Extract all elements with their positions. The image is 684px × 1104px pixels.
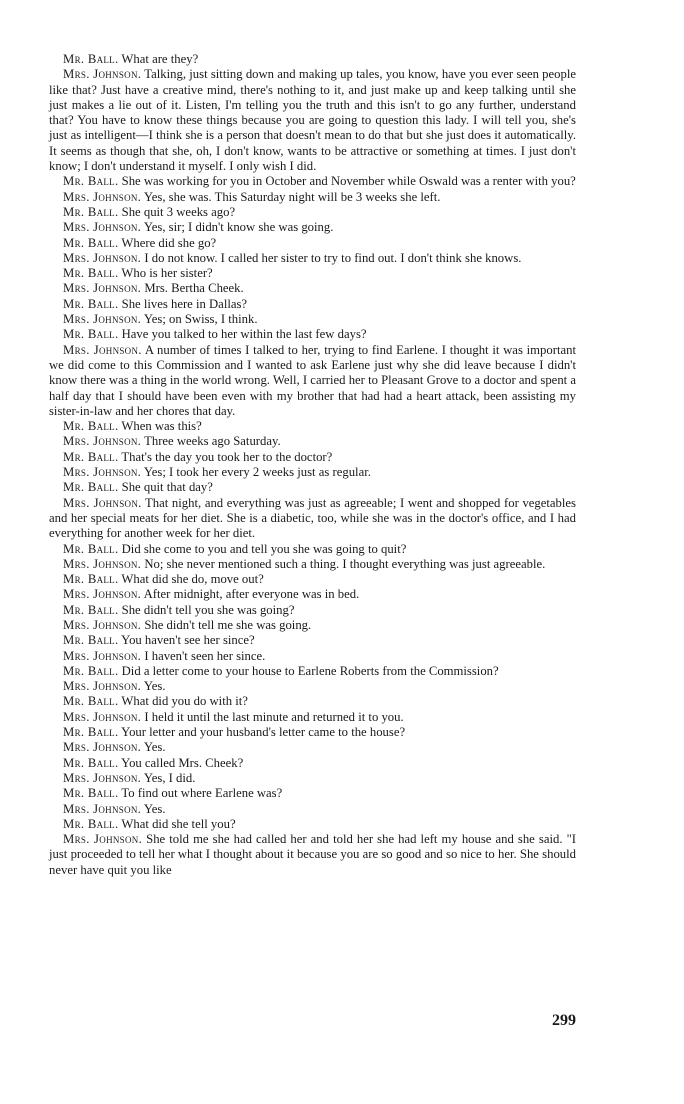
transcript-paragraph bbox=[49, 480, 576, 495]
speaker-label: Mr. Ball. bbox=[63, 296, 119, 311]
speaker-label: Mr. Ball. bbox=[63, 266, 119, 281]
speaker-label: Mr. Ball. bbox=[63, 725, 119, 740]
transcript-paragraph bbox=[49, 756, 576, 771]
utterance-text: Yes, sir; I didn't know she was going. bbox=[143, 220, 334, 235]
transcript-paragraph bbox=[49, 266, 576, 281]
transcript-paragraph bbox=[49, 297, 576, 312]
utterance-text: Who is her sister? bbox=[121, 266, 213, 281]
utterance-text: Did she come to you and tell you she was going to quit? bbox=[121, 541, 407, 556]
speaker-label: Mr. Ball. bbox=[63, 602, 119, 617]
speaker-label: Mrs. Johnson. bbox=[63, 801, 142, 816]
transcript-paragraph bbox=[49, 434, 576, 449]
utterance-text: What did she do, move out? bbox=[121, 572, 264, 587]
speaker-label: Mrs. Johnson. bbox=[63, 250, 142, 265]
transcript-paragraph bbox=[49, 327, 576, 342]
transcript-paragraph bbox=[49, 174, 576, 189]
speaker-label: Mrs. Johnson. bbox=[63, 281, 142, 296]
speaker-label: Mrs. Johnson. bbox=[63, 770, 142, 785]
speaker-label: Mr. Ball. bbox=[63, 786, 119, 801]
utterance-text: Yes. bbox=[143, 801, 166, 816]
utterance-text: She quit that day? bbox=[121, 480, 213, 495]
speaker-label: Mrs. Johnson. bbox=[63, 342, 142, 357]
utterance-text: No; she never mentioned such a thing. I thought everything was just agreeable. bbox=[144, 556, 546, 571]
speaker-label: Mrs. Johnson. bbox=[63, 709, 142, 724]
transcript-paragraph bbox=[49, 281, 576, 296]
transcript-paragraph bbox=[49, 802, 576, 817]
utterance-text: That night, and everything was just as agreeable; I went and shopped for vegetables and her special meats for her diet. She is a diabetic, too, while she was in the doctor's office, and I had everything for another week for her diet. bbox=[49, 495, 576, 541]
transcript-paragraph bbox=[49, 343, 576, 419]
speaker-label: Mrs. Johnson. bbox=[63, 648, 142, 663]
transcript-paragraph bbox=[49, 725, 576, 740]
speaker-label: Mr. Ball. bbox=[63, 327, 119, 342]
speaker-label: Mrs. Johnson. bbox=[63, 189, 142, 204]
utterance-text: Yes. bbox=[143, 679, 166, 694]
transcript-paragraph bbox=[49, 572, 576, 587]
utterance-text: Yes; on Swiss, I think. bbox=[143, 312, 258, 327]
utterance-text: Three weeks ago Saturday. bbox=[144, 434, 281, 449]
utterance-text: I held it until the last minute and returned it to you. bbox=[144, 709, 404, 724]
utterance-text: You called Mrs. Cheek? bbox=[121, 755, 244, 770]
utterance-text: Talking, just sitting down and making up tales, you know, have you ever seen people like that? Just have a creative mind, there's nothing to it, and just make up and keep talking until she just makes a lie out of it. Listen, I'm telling you the truth and this isn't to go any further, understand that? You have to know these things because you are going to question this lady. I will tell you, she's just as intelligent—I think she is a person that doesn't mean to do that but she just does it automatically. It seems as though that she, oh, I don't know, wants to be attractive or something at times. I just don't know; I don't understand it myself. I only wish I did. bbox=[49, 67, 576, 174]
transcript-paragraph bbox=[49, 450, 576, 465]
speaker-label: Mr. Ball. bbox=[63, 174, 119, 189]
speaker-label: Mr. Ball. bbox=[63, 694, 119, 709]
utterance-text: What did she tell you? bbox=[121, 816, 236, 831]
transcript-paragraph bbox=[49, 679, 576, 694]
speaker-label: Mrs. Johnson. bbox=[63, 434, 142, 449]
utterance-text: Yes. bbox=[143, 740, 166, 755]
page-number: 299 bbox=[552, 1012, 576, 1029]
transcript-paragraph bbox=[49, 236, 576, 251]
transcript-paragraph bbox=[49, 220, 576, 235]
utterance-text: I haven't seen her since. bbox=[144, 648, 266, 663]
utterance-text: Mrs. Bertha Cheek. bbox=[144, 281, 244, 296]
speaker-label: Mr. Ball. bbox=[63, 755, 119, 770]
transcript-paragraph bbox=[49, 694, 576, 709]
speaker-label: Mr. Ball. bbox=[63, 419, 119, 434]
utterance-text: Yes, I did. bbox=[143, 770, 196, 785]
speaker-label: Mrs. Johnson. bbox=[63, 587, 142, 602]
speaker-label: Mrs. Johnson. bbox=[63, 832, 143, 847]
utterance-text: Where did she go? bbox=[121, 235, 217, 250]
speaker-label: Mrs. Johnson. bbox=[63, 465, 142, 480]
speaker-label: Mrs. Johnson. bbox=[63, 556, 142, 571]
utterance-text: When was this? bbox=[121, 419, 202, 434]
transcript-paragraph bbox=[49, 465, 576, 480]
transcript-paragraph bbox=[49, 710, 576, 725]
transcript-paragraph bbox=[49, 740, 576, 755]
transcript-paragraph bbox=[49, 587, 576, 602]
transcript-paragraph bbox=[49, 52, 576, 67]
transcript-paragraph bbox=[49, 67, 576, 174]
transcript-paragraph bbox=[49, 190, 576, 205]
transcript-paragraph bbox=[49, 557, 576, 572]
speaker-label: Mrs. Johnson. bbox=[63, 740, 142, 755]
speaker-label: Mrs. Johnson. bbox=[63, 312, 142, 327]
utterance-text: She quit 3 weeks ago? bbox=[121, 204, 236, 219]
utterance-text: To find out where Earlene was? bbox=[121, 786, 283, 801]
speaker-label: Mrs. Johnson. bbox=[63, 617, 142, 632]
utterance-text: What are they? bbox=[121, 52, 199, 66]
speaker-label: Mrs. Johnson. bbox=[63, 67, 142, 82]
utterance-text: She told me she had called her and told her she had left my house and she said. "I just proceeded to tell her what I thought about it because you are so good and so nice to her. She should never have quit you like bbox=[49, 832, 576, 877]
utterance-text: Did a letter come to your house to Earlene Roberts from the Commission? bbox=[121, 663, 499, 678]
transcript-paragraph bbox=[49, 786, 576, 801]
speaker-label: Mr. Ball. bbox=[63, 449, 119, 464]
transcript-paragraph bbox=[49, 633, 576, 648]
transcript-paragraph bbox=[49, 771, 576, 786]
speaker-label: Mr. Ball. bbox=[63, 633, 119, 648]
utterance-text: That's the day you took her to the doctor? bbox=[121, 449, 333, 464]
utterance-text: She lives here in Dallas? bbox=[121, 296, 248, 311]
transcript-paragraph bbox=[49, 251, 576, 266]
utterance-text: I do not know. I called her sister to try to find out. I don't think she knows. bbox=[144, 250, 522, 265]
utterance-text: Yes; I took her every 2 weeks just as regular. bbox=[143, 465, 371, 480]
speaker-label: Mr. Ball. bbox=[63, 541, 119, 556]
transcript-paragraph bbox=[49, 419, 576, 434]
transcript-paragraph bbox=[49, 205, 576, 220]
transcript-paragraph bbox=[49, 832, 576, 878]
utterance-text: She didn't tell me she was going. bbox=[144, 617, 312, 632]
utterance-text: She was working for you in October and November while Oswald was a renter with you? bbox=[121, 174, 576, 189]
speaker-label: Mr. Ball. bbox=[63, 480, 119, 495]
transcript-paragraph bbox=[49, 496, 576, 542]
transcript-paragraph bbox=[49, 603, 576, 618]
utterance-text: She didn't tell you she was going? bbox=[121, 602, 295, 617]
utterance-text: Your letter and your husband's letter came to the house? bbox=[121, 725, 406, 740]
speaker-label: Mr. Ball. bbox=[63, 572, 119, 587]
speaker-label: Mr. Ball. bbox=[63, 204, 119, 219]
utterance-text: A number of times I talked to her, trying to find Earlene. I thought it was important we did come to this Commission and I wanted to ask Earlene just why she did leave because I didn't know there was a thing in the world wrong. Well, I carried her to Pleasant Grove to a doctor and spent a half day that I should have been even with my brother that had had a heart attack, been assisting my sister-in-law and her chores that day. bbox=[49, 342, 576, 418]
speaker-label: Mrs. Johnson. bbox=[63, 220, 142, 235]
speaker-label: Mr. Ball. bbox=[63, 816, 119, 831]
utterance-text: Have you talked to her within the last few days? bbox=[121, 327, 367, 342]
utterance-text: Yes, she was. This Saturday night will be 3 weeks she left. bbox=[143, 189, 441, 204]
speaker-label: Mr. Ball. bbox=[63, 235, 119, 250]
speaker-label: Mr. Ball. bbox=[63, 52, 119, 66]
speaker-label: Mr. Ball. bbox=[63, 663, 119, 678]
speaker-label: Mrs. Johnson. bbox=[63, 495, 142, 510]
transcript-paragraph bbox=[49, 542, 576, 557]
transcript-paragraph bbox=[49, 664, 576, 679]
transcript-paragraph bbox=[49, 312, 576, 327]
utterance-text: After midnight, after everyone was in bed. bbox=[143, 587, 360, 602]
speaker-label: Mrs. Johnson. bbox=[63, 679, 142, 694]
utterance-text: You haven't see her since? bbox=[121, 633, 255, 648]
utterance-text: What did you do with it? bbox=[121, 694, 248, 709]
transcript-paragraph bbox=[49, 649, 576, 664]
transcript-paragraph bbox=[49, 817, 576, 832]
transcript-paragraph bbox=[49, 618, 576, 633]
transcript bbox=[49, 52, 576, 878]
